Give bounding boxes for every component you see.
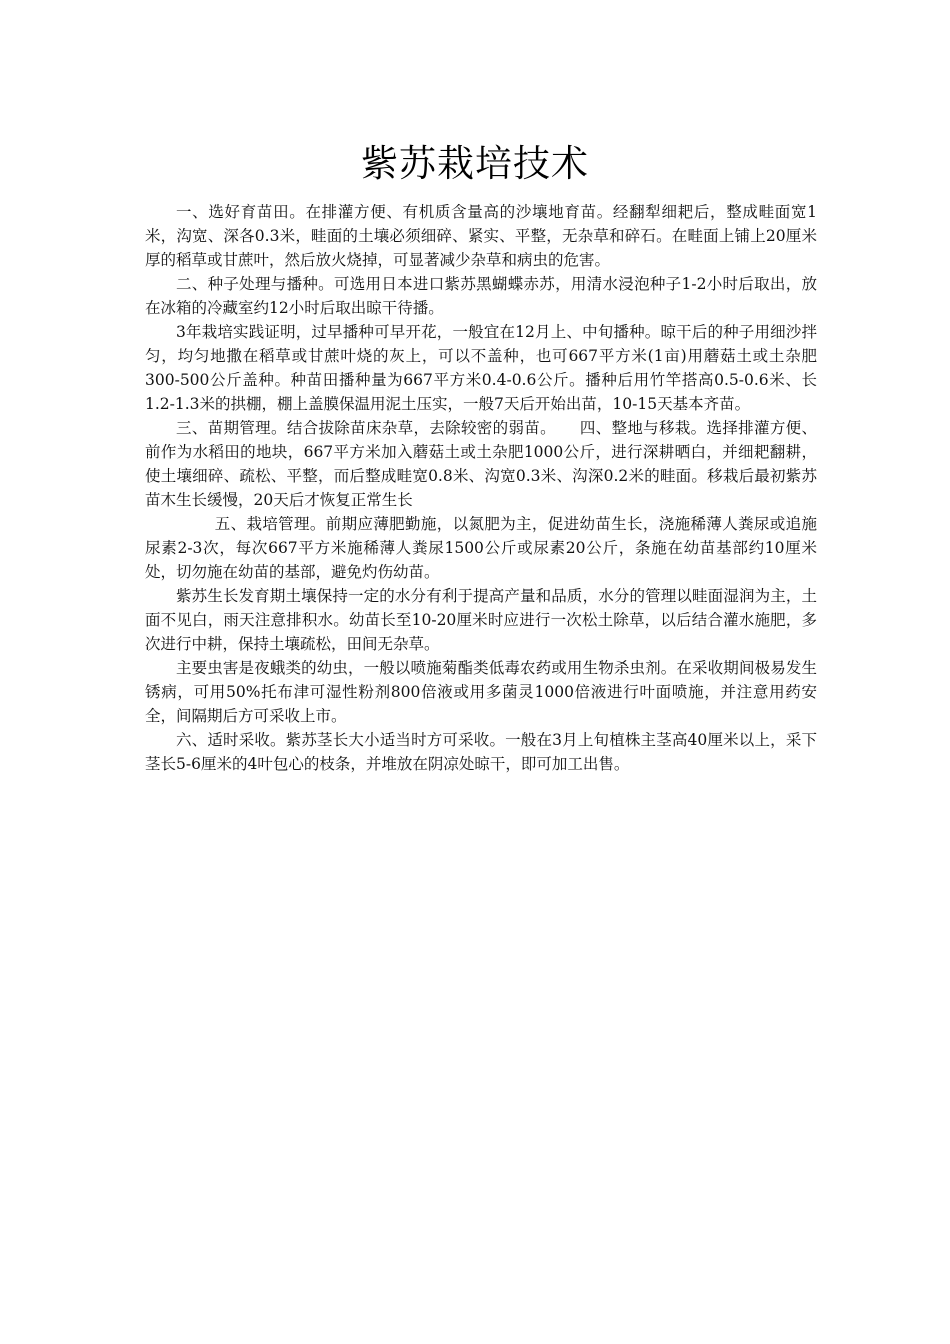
- document-title: 紫苏栽培技术: [361, 142, 589, 185]
- paragraph-seedling-management: 三、苗期管理。结合拔除苗床杂草，去除较密的弱苗。 四、整地与移栽。选择排灌方便、前作为水稻田的地块，667平方米加入蘑菇土或土杂肥1000公斤，进行深耕晒白，并细耙翻耕，使土壤细碎、疏松、平整，而后整成畦宽0.8米、沟宽0.3米、沟深0.2米的畦面。移栽后最初紫苏苗木生长缓慢，20天后才恢复正常生长: [145, 419, 817, 509]
- paragraph-harvest: 六、适时采收。紫苏茎长大小适当时方可采收。一般在3月上旬植株主茎高40厘米以上，采下茎长5-6厘米的4叶包心的枝条，并堆放在阴凉处晾干，即可加工出售。: [145, 731, 817, 773]
- paragraph-sowing: 3年栽培实践证明，过早播种可早开花，一般宜在12月上、中旬播种。晾干后的种子用细沙拌匀，均匀地撒在稻草或甘蔗叶烧的灰上，可以不盖种，也可667平方米(1亩)用蘑菇土或土杂肥300-500公斤盖种。种苗田播种量为667平方米0.4-0.6公斤。播种后用竹竿搭高0.5-0.6米、长1.2-1.3米的拱棚，棚上盖膜保温用泥土压实，一般7天后开始出苗，10-15天基本齐苗。: [145, 323, 817, 413]
- paragraph-cultivation-management: 五、栽培管理。前期应薄肥勤施，以氮肥为主，促进幼苗生长，浇施稀薄人粪尿或追施尿素2-3次，每次667平方米施稀薄人粪尿1500公斤或尿素20公斤，条施在幼苗基部约10厘米处，切勿施在幼苗的基部，避免灼伤幼苗。: [145, 515, 817, 581]
- paragraph-pest-control: 主要虫害是夜蛾类的幼虫，一般以喷施菊酯类低毒农药或用生物杀虫剂。在采收期间极易发生锈病，可用50%托布津可湿性粉剂800倍液或用多菌灵1000倍液进行叶面喷施，并注意用药安全，间隔期后方可采收上市。: [145, 659, 817, 725]
- paragraph-seedbed: 一、选好育苗田。在排灌方便、有机质含量高的沙壤地育苗。经翻犁细耙后，整成畦面宽1米，沟宽、深各0.3米，畦面的土壤必须细碎、紧实、平整，无杂草和碎石。在畦面上铺上20厘米厚的稻草或甘蔗叶，然后放火烧掉，可显著减少杂草和病虫的危害。: [145, 203, 817, 269]
- paragraph-seed-treatment: 二、种子处理与播种。可选用日本进口紫苏黑蝴蝶赤苏，用清水浸泡种子1-2小时后取出，放在冰箱的冷藏室约12小时后取出晾干待播。: [145, 275, 817, 317]
- document-body: [145, 200, 817, 776]
- paragraph-water-management: 紫苏生长发育期土壤保持一定的水分有利于提高产量和品质，水分的管理以畦面湿润为主，土面不见白，雨天注意排积水。幼苗长至10-20厘米时应进行一次松土除草，以后结合灌水施肥，多次进行中耕，保持土壤疏松，田间无杂草。: [145, 587, 817, 653]
